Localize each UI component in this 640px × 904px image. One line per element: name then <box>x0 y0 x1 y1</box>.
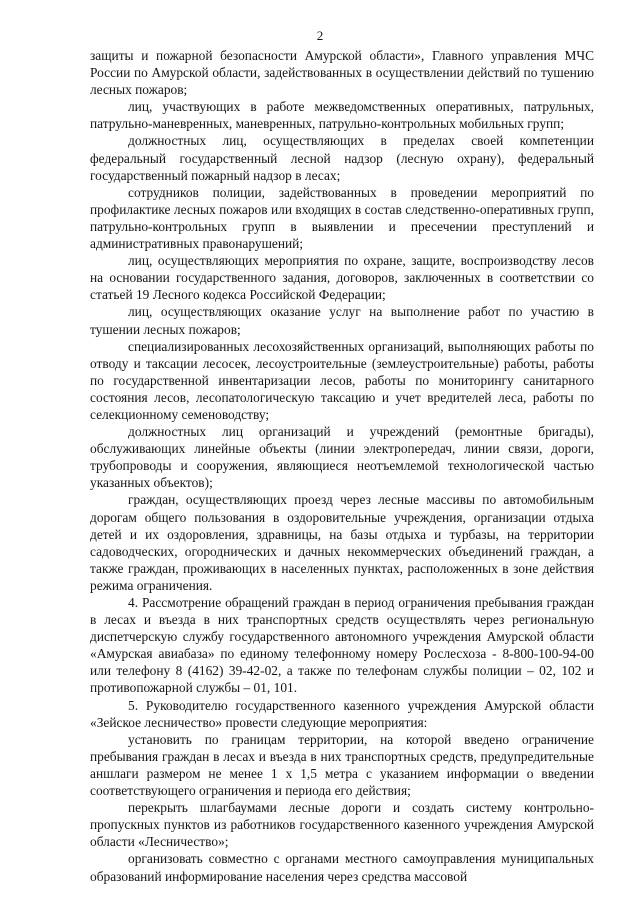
paragraph: специализированных лесохозяйственных организаций, выполняющих работы по отводу и таксации лесосек, лесоустроительные (землеустроительные) работы, работы по государственной инвентаризации лесов, работы по мониторингу санитарного состояния лесов, лесопатологическую таксацию и учет вредителей леса, работы по селекционному семеноводству; <box>90 338 594 422</box>
paragraph: лиц, осуществляющих мероприятия по охране, защите, воспроизводству лесов на основании государственного задания, договоров, заключенных в соответствии со статьей 19 Лесного кодекса Российской Федерации; <box>90 253 594 303</box>
page-number: 2 <box>316 28 324 43</box>
paragraph-item-4: 4. Рассмотрение обращений граждан в период ограничения пребывания граждан в лесах и въезда в них транспортных средств осуществлять через региональную диспетчерскую службу государственного автономного учреждения Амурской области «Амурская авиабаза» по единому телефонному номеру Рослесхоза - 8-800-100-94-00 или телефону 8 (4162) 39-42-02, а также по телефонам службы полиции – 02, 102 и противопожарной службы – 01, 101. <box>90 595 594 696</box>
paragraph: должностных лиц организаций и учреждений (ремонтные бригады), обслуживающих линейные объекты (линии электропередач, линии связи, дороги, трубопроводы и сооружения, являющиеся неотъемлемой технологической частью указанных объектов); <box>90 424 594 491</box>
paragraph: установить по границам территории, на которой введено ограничение пребывания граждан в лесах и въезда в них транспортных средств, предупредительные аншлаги размером не менее 1 х 1,5 метра с указанием информации о введении соответствующего ограничения и периода его действия; <box>90 731 594 799</box>
paragraph: организовать совместно с органами местного самоуправления муниципальных образований информирование населения через средства массовой <box>90 851 594 884</box>
paragraph: должностных лиц, осуществляющих в пределах своей компетенции федеральный государственный лесной надзор (лесную охрану), федеральный государственный пожарный надзор в лесах; <box>90 133 594 183</box>
paragraph: лиц, участвующих в работе межведомственных оперативных, патрульных, патрульно-маневренных, маневренных, патрульно-контрольных мобильных групп; <box>90 99 594 132</box>
paragraph: лиц, осуществляющих оказание услуг на выполнение работ по участию в тушении лесных пожаров; <box>90 304 594 337</box>
paragraph: сотрудников полиции, задействованных в проведении мероприятий по профилактике лесных пожаров или входящих в состав следственно-оперативных групп, патрульно-контрольных групп в выявлении и пресечении преступлений и административных правонарушений; <box>90 184 594 252</box>
document-body <box>90 47 594 885</box>
paragraph-continuation: защиты и пожарной безопасности Амурской области», Главного управления МЧС России по Амурской области, задействованных в осуществлении действий по тушению лесных пожаров; <box>90 48 594 98</box>
paragraph: граждан, осуществляющих проезд через лесные массивы по автомобильным дорогам общего пользования в оздоровительные учреждения, организации отдыха детей и их оздоровления, здравницы, на базы отдыха и турбазы, на территории садоводческих, огороднических и дачных некоммерческих объединений граждан, а также граждан, проживающих в населенных пунктах, расположенных в зоне действия режима ограничения. <box>90 492 594 593</box>
paragraph: перекрыть шлагбаумами лесные дороги и создать систему контрольно-пропускных пунктов из работников государственного казенного учреждения Амурской области «Лесничество»; <box>90 800 594 850</box>
paragraph-item-5: 5. Руководителю государственного казенного учреждения Амурской области «Зейское лесничество» провести следующие мероприятия: <box>90 697 594 730</box>
